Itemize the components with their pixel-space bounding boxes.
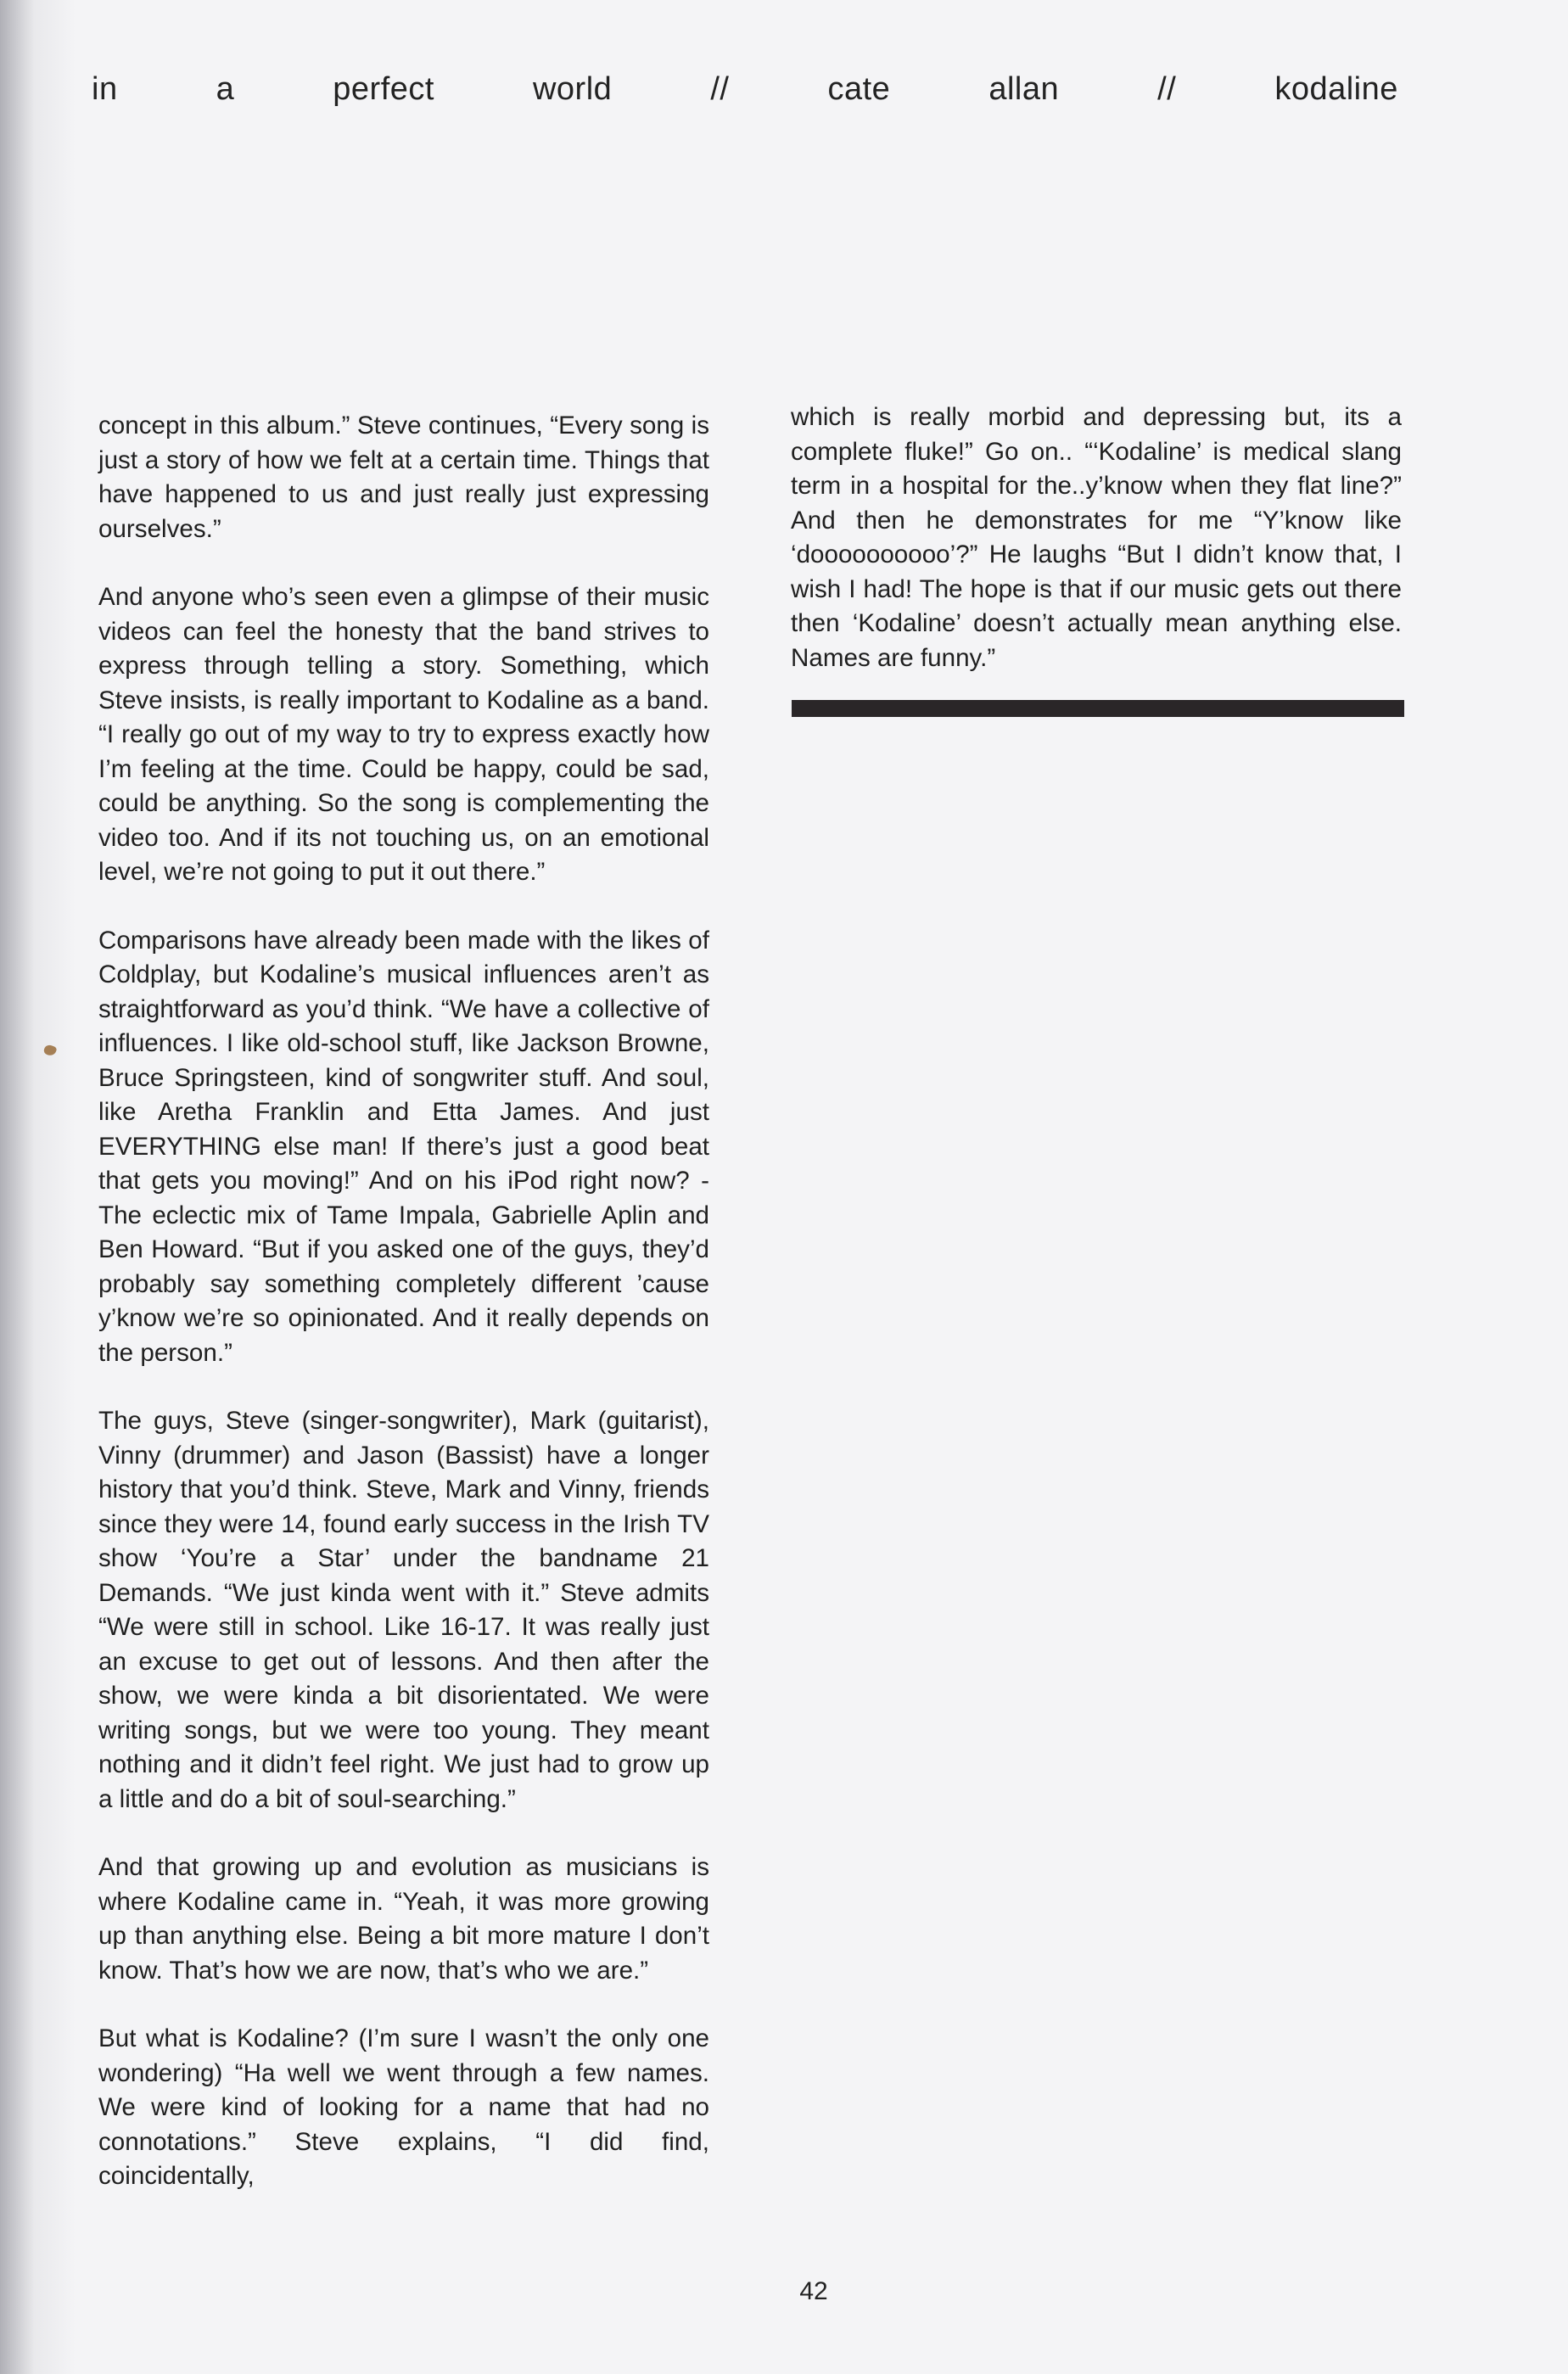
header-word: perfect xyxy=(333,71,434,107)
header-word: in xyxy=(92,71,118,107)
paper-smudge xyxy=(42,1044,57,1057)
article-paragraph: concept in this album.” Steve continues, “Every song is just a story of how we felt at a certain time. Things that have happened to us and just really just expressing ourselves.” xyxy=(98,412,709,543)
article-column-left xyxy=(98,409,709,2228)
page-number: 42 xyxy=(799,2277,828,2305)
article-paragraph: Comparisons have already been made with the likes of Coldplay, but Kodaline’s musical influences aren’t as straightforward as you’d think. “We have a collective of influences. I like old-school stuff, like Jackson Browne, Bruce Springsteen, kind of songwriter stuff. And soul, like Aretha Franklin and Etta James. And just EVERYTHING else man! If there’s just a good beat that gets you moving!” And on his iPod right now? - The eclectic mix of Tame Impala, Gabrielle Aplin and Ben Howard. “But if you asked one of the guys, they’d probably say something completely different ’cause y’know we’re so opinionated. And it really depends on the person.” xyxy=(98,926,709,1367)
header-author-last: allan xyxy=(988,71,1060,107)
article-paragraph: The guys, Steve (singer-songwriter), Mark (guitarist), Vinny (drummer) and Jason (Bassist) have a longer history that you’d think. Steve, Mark and Vinny, friends since they were 14, found early success in the Irish TV show ‘You’re a Star’ under the bandname 21 Demands. “We just kinda went with it.” Steve admits “We were still in school. Like 16-17. It was really just an excuse to get out of lessons. And then after the show, we were kinda a bit disorientated. We were writing songs, but we were too young. They meant nothing and it didn’t feel right. We just had to grow up a little and do a bit of soul-searching.” xyxy=(98,1407,709,1813)
header-word: a xyxy=(216,71,235,107)
header-separator: // xyxy=(710,71,730,107)
running-header xyxy=(92,71,1398,108)
page-gutter-shadow xyxy=(0,0,76,2374)
article-paragraph: And that growing up and evolution as musicians is where Kodaline came in. “Yeah, it was more growing up than anything else. Being a bit more mature I don’t know. That’s how we are now, that’s who we are.” xyxy=(98,1853,709,1985)
article-paragraph: which is really morbid and depressing but, its a complete fluke!” Go on.. “‘Kodaline’ is medical slang term in a hospital for the..y’know when they flat line?” And then he demonstrates for me “Y’know like ‘doooooooooo’?” He laughs “But I didn’t know that, I wish I had! The hope is that if our music gets out there then ‘Kodaline’ doesn’t actually mean anything else. Names are funny.” xyxy=(791,403,1402,672)
header-subject: kodaline xyxy=(1274,71,1398,107)
header-word: world xyxy=(532,71,613,107)
header-separator: // xyxy=(1157,71,1177,107)
article-paragraph: And anyone who’s seen even a glimpse of their music videos can feel the honesty that the band strives to express through telling a story. Something, which Steve insists, is really important to Kodaline as a band. “I really go out of my way to try to express exactly how I’m feeling at the time. Could be happy, could be sad, could be anything. So the song is complementing the video too. And if its not touching us, on an emotional level, we’re not going to put it out there.” xyxy=(98,583,709,886)
article-column-right xyxy=(791,400,1402,709)
article-paragraph: But what is Kodaline? (I’m sure I wasn’t the only one wondering) “Ha well we went through a few names. We were kind of looking for a name that had no connotations.” Steve explains, “I did find, coincidentally, xyxy=(98,2024,709,2190)
header-author-first: cate xyxy=(827,71,891,107)
article-end-rule xyxy=(792,700,1404,717)
